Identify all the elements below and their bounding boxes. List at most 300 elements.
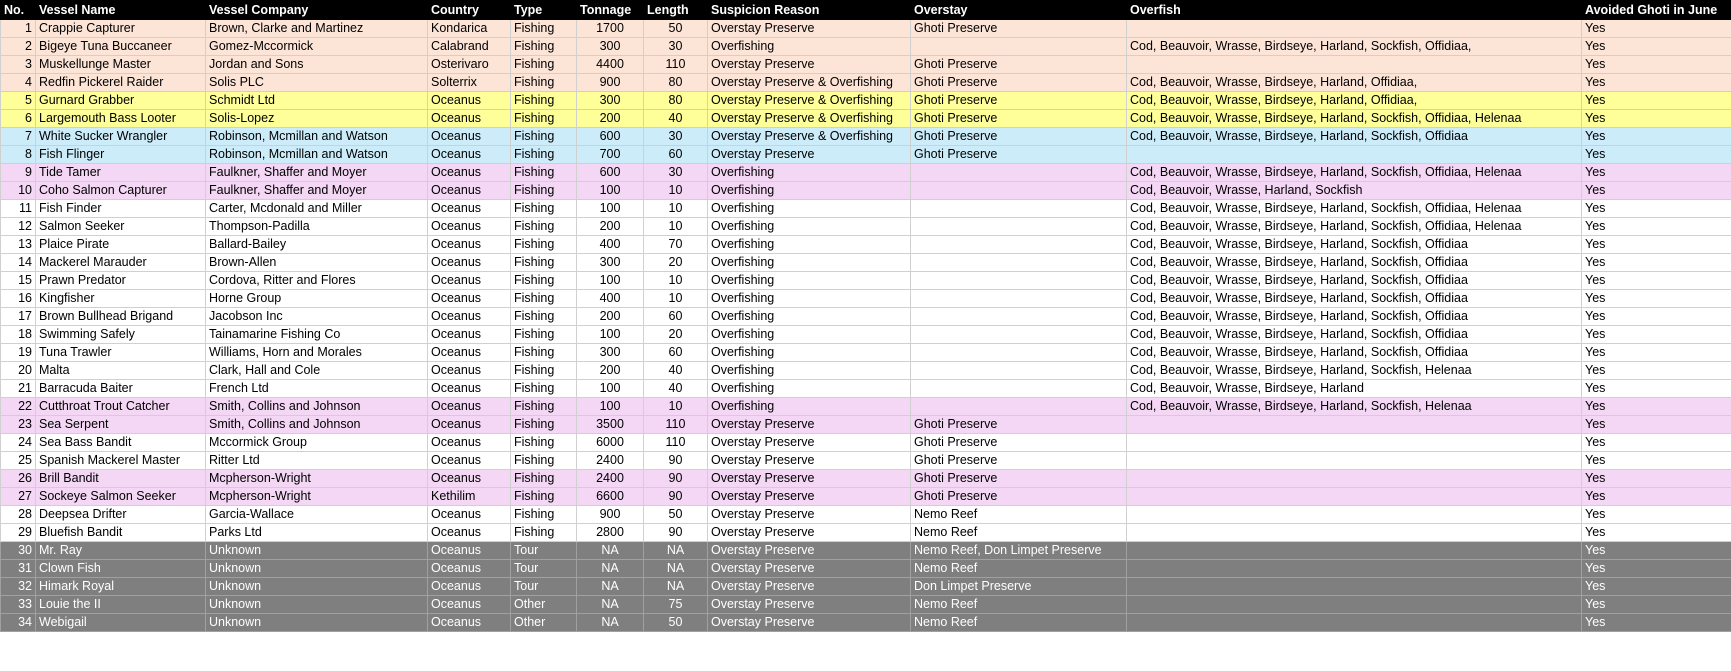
cell-avoided-ghoti[interactable]: Yes bbox=[1582, 308, 1731, 326]
cell-overstay[interactable] bbox=[911, 380, 1127, 398]
cell-vessel-type[interactable]: Fishing bbox=[511, 434, 577, 452]
cell-vessel-type[interactable]: Fishing bbox=[511, 182, 577, 200]
cell-overstay[interactable]: Ghoti Preserve bbox=[911, 488, 1127, 506]
cell-country[interactable]: Oceanus bbox=[428, 470, 511, 488]
cell-vessel-name[interactable]: Bluefish Bandit bbox=[36, 524, 206, 542]
cell-vessel-name[interactable]: Gurnard Grabber bbox=[36, 92, 206, 110]
cell-overfish[interactable] bbox=[1127, 542, 1582, 560]
cell-length[interactable]: 40 bbox=[644, 380, 708, 398]
cell-avoided-ghoti[interactable]: Yes bbox=[1582, 344, 1731, 362]
cell-suspicion-reason[interactable]: Overstay Preserve bbox=[708, 56, 911, 74]
cell-length[interactable]: 90 bbox=[644, 488, 708, 506]
cell-vessel-name[interactable]: Brill Bandit bbox=[36, 470, 206, 488]
cell-row-number[interactable]: 21 bbox=[1, 380, 36, 398]
cell-country[interactable]: Oceanus bbox=[428, 290, 511, 308]
cell-row-number[interactable]: 25 bbox=[1, 452, 36, 470]
cell-vessel-company[interactable]: Jordan and Sons bbox=[206, 56, 428, 74]
cell-length[interactable]: 30 bbox=[644, 128, 708, 146]
cell-tonnage[interactable]: 300 bbox=[577, 344, 644, 362]
cell-avoided-ghoti[interactable]: Yes bbox=[1582, 434, 1731, 452]
cell-avoided-ghoti[interactable]: Yes bbox=[1582, 164, 1731, 182]
cell-length[interactable]: 60 bbox=[644, 146, 708, 164]
cell-vessel-name[interactable]: Brown Bullhead Brigand bbox=[36, 308, 206, 326]
cell-vessel-company[interactable]: Garcia-Wallace bbox=[206, 506, 428, 524]
cell-tonnage[interactable]: 300 bbox=[577, 92, 644, 110]
cell-length[interactable]: 10 bbox=[644, 218, 708, 236]
cell-vessel-company[interactable]: Unknown bbox=[206, 578, 428, 596]
cell-tonnage[interactable]: 1700 bbox=[577, 20, 644, 38]
cell-length[interactable]: 80 bbox=[644, 92, 708, 110]
cell-overfish[interactable] bbox=[1127, 578, 1582, 596]
cell-vessel-company[interactable]: Robinson, Mcmillan and Watson bbox=[206, 146, 428, 164]
cell-row-number[interactable]: 1 bbox=[1, 20, 36, 38]
cell-tonnage[interactable]: 600 bbox=[577, 164, 644, 182]
cell-country[interactable]: Calabrand bbox=[428, 38, 511, 56]
cell-length[interactable]: 50 bbox=[644, 614, 708, 632]
cell-overstay[interactable]: Ghoti Preserve bbox=[911, 416, 1127, 434]
cell-tonnage[interactable]: 600 bbox=[577, 128, 644, 146]
cell-avoided-ghoti[interactable]: Yes bbox=[1582, 326, 1731, 344]
cell-vessel-company[interactable]: Smith, Collins and Johnson bbox=[206, 416, 428, 434]
cell-vessel-name[interactable]: Muskellunge Master bbox=[36, 56, 206, 74]
cell-overfish[interactable] bbox=[1127, 470, 1582, 488]
cell-length[interactable]: 50 bbox=[644, 20, 708, 38]
cell-country[interactable]: Solterrix bbox=[428, 74, 511, 92]
cell-overstay[interactable]: Ghoti Preserve bbox=[911, 92, 1127, 110]
cell-suspicion-reason[interactable]: Overfishing bbox=[708, 272, 911, 290]
cell-overstay[interactable]: Ghoti Preserve bbox=[911, 470, 1127, 488]
col-header-country[interactable]: Country bbox=[428, 1, 511, 20]
cell-vessel-company[interactable]: Solis PLC bbox=[206, 74, 428, 92]
cell-overstay[interactable]: Ghoti Preserve bbox=[911, 20, 1127, 38]
cell-length[interactable]: 110 bbox=[644, 434, 708, 452]
cell-row-number[interactable]: 3 bbox=[1, 56, 36, 74]
cell-overfish[interactable]: Cod, Beauvoir, Wrasse, Birdseye, Harland, Sockfish, Offidiaa bbox=[1127, 290, 1582, 308]
cell-vessel-company[interactable]: Mccormick Group bbox=[206, 434, 428, 452]
cell-vessel-company[interactable]: Tainamarine Fishing Co bbox=[206, 326, 428, 344]
cell-vessel-company[interactable]: Horne Group bbox=[206, 290, 428, 308]
cell-row-number[interactable]: 4 bbox=[1, 74, 36, 92]
cell-vessel-type[interactable]: Fishing bbox=[511, 506, 577, 524]
cell-row-number[interactable]: 13 bbox=[1, 236, 36, 254]
cell-row-number[interactable]: 5 bbox=[1, 92, 36, 110]
cell-avoided-ghoti[interactable]: Yes bbox=[1582, 92, 1731, 110]
cell-country[interactable]: Oceanus bbox=[428, 344, 511, 362]
cell-country[interactable]: Oceanus bbox=[428, 596, 511, 614]
cell-avoided-ghoti[interactable]: Yes bbox=[1582, 542, 1731, 560]
cell-country[interactable]: Kethilim bbox=[428, 488, 511, 506]
cell-row-number[interactable]: 30 bbox=[1, 542, 36, 560]
cell-vessel-type[interactable]: Fishing bbox=[511, 470, 577, 488]
cell-avoided-ghoti[interactable]: Yes bbox=[1582, 146, 1731, 164]
cell-country[interactable]: Oceanus bbox=[428, 362, 511, 380]
cell-suspicion-reason[interactable]: Overfishing bbox=[708, 218, 911, 236]
cell-length[interactable]: 70 bbox=[644, 236, 708, 254]
cell-vessel-name[interactable]: Sea Bass Bandit bbox=[36, 434, 206, 452]
cell-avoided-ghoti[interactable]: Yes bbox=[1582, 398, 1731, 416]
cell-suspicion-reason[interactable]: Overfishing bbox=[708, 254, 911, 272]
cell-country[interactable]: Oceanus bbox=[428, 110, 511, 128]
cell-avoided-ghoti[interactable]: Yes bbox=[1582, 56, 1731, 74]
cell-row-number[interactable]: 20 bbox=[1, 362, 36, 380]
cell-country[interactable]: Oceanus bbox=[428, 578, 511, 596]
cell-length[interactable]: 75 bbox=[644, 596, 708, 614]
cell-tonnage[interactable]: 400 bbox=[577, 290, 644, 308]
cell-vessel-company[interactable]: Solis-Lopez bbox=[206, 110, 428, 128]
cell-tonnage[interactable]: 100 bbox=[577, 398, 644, 416]
cell-vessel-type[interactable]: Fishing bbox=[511, 128, 577, 146]
cell-avoided-ghoti[interactable]: Yes bbox=[1582, 452, 1731, 470]
cell-overfish[interactable]: Cod, Beauvoir, Wrasse, Birdseye, Harland, Sockfish, Offidiaa, bbox=[1127, 38, 1582, 56]
cell-overfish[interactable]: Cod, Beauvoir, Wrasse, Birdseye, Harland, Sockfish, Offidiaa bbox=[1127, 326, 1582, 344]
cell-overfish[interactable]: Cod, Beauvoir, Wrasse, Birdseye, Harland, Sockfish, Offidiaa, Helenaa bbox=[1127, 218, 1582, 236]
col-header-type[interactable]: Type bbox=[511, 1, 577, 20]
cell-overfish[interactable] bbox=[1127, 506, 1582, 524]
col-header-avoided-ghoti[interactable]: Avoided Ghoti in June bbox=[1582, 1, 1731, 20]
cell-suspicion-reason[interactable]: Overstay Preserve bbox=[708, 542, 911, 560]
cell-overstay[interactable] bbox=[911, 326, 1127, 344]
cell-overstay[interactable] bbox=[911, 308, 1127, 326]
cell-suspicion-reason[interactable]: Overfishing bbox=[708, 38, 911, 56]
cell-tonnage[interactable]: NA bbox=[577, 614, 644, 632]
cell-overfish[interactable]: Cod, Beauvoir, Wrasse, Birdseye, Harland, Offidiaa, bbox=[1127, 92, 1582, 110]
cell-row-number[interactable]: 14 bbox=[1, 254, 36, 272]
cell-vessel-name[interactable]: Mackerel Marauder bbox=[36, 254, 206, 272]
cell-tonnage[interactable]: 2400 bbox=[577, 452, 644, 470]
cell-overstay[interactable]: Nemo Reef bbox=[911, 560, 1127, 578]
cell-vessel-name[interactable]: Sockeye Salmon Seeker bbox=[36, 488, 206, 506]
cell-row-number[interactable]: 32 bbox=[1, 578, 36, 596]
cell-vessel-type[interactable]: Fishing bbox=[511, 164, 577, 182]
cell-length[interactable]: 10 bbox=[644, 398, 708, 416]
cell-vessel-name[interactable]: Deepsea Drifter bbox=[36, 506, 206, 524]
cell-length[interactable]: 40 bbox=[644, 110, 708, 128]
cell-length[interactable]: 20 bbox=[644, 326, 708, 344]
cell-overfish[interactable] bbox=[1127, 488, 1582, 506]
cell-avoided-ghoti[interactable]: Yes bbox=[1582, 560, 1731, 578]
cell-avoided-ghoti[interactable]: Yes bbox=[1582, 506, 1731, 524]
col-header-overfish[interactable]: Overfish bbox=[1127, 1, 1582, 20]
cell-avoided-ghoti[interactable]: Yes bbox=[1582, 218, 1731, 236]
cell-vessel-type[interactable]: Fishing bbox=[511, 38, 577, 56]
cell-vessel-name[interactable]: Kingfisher bbox=[36, 290, 206, 308]
cell-row-number[interactable]: 27 bbox=[1, 488, 36, 506]
cell-vessel-name[interactable]: Himark Royal bbox=[36, 578, 206, 596]
cell-length[interactable]: 50 bbox=[644, 506, 708, 524]
cell-country[interactable]: Kondarica bbox=[428, 20, 511, 38]
cell-vessel-type[interactable]: Fishing bbox=[511, 290, 577, 308]
col-header-vessel-company[interactable]: Vessel Company bbox=[206, 1, 428, 20]
cell-tonnage[interactable]: 200 bbox=[577, 218, 644, 236]
cell-vessel-type[interactable]: Fishing bbox=[511, 254, 577, 272]
cell-overfish[interactable] bbox=[1127, 596, 1582, 614]
cell-country[interactable]: Oceanus bbox=[428, 146, 511, 164]
cell-vessel-type[interactable]: Fishing bbox=[511, 380, 577, 398]
cell-overstay[interactable]: Nemo Reef bbox=[911, 614, 1127, 632]
cell-overstay[interactable]: Ghoti Preserve bbox=[911, 452, 1127, 470]
cell-suspicion-reason[interactable]: Overstay Preserve bbox=[708, 434, 911, 452]
cell-vessel-company[interactable]: French Ltd bbox=[206, 380, 428, 398]
cell-country[interactable]: Oceanus bbox=[428, 326, 511, 344]
cell-length[interactable]: 30 bbox=[644, 164, 708, 182]
cell-vessel-company[interactable]: Jacobson Inc bbox=[206, 308, 428, 326]
cell-vessel-type[interactable]: Fishing bbox=[511, 200, 577, 218]
cell-vessel-type[interactable]: Fishing bbox=[511, 362, 577, 380]
cell-tonnage[interactable]: 4400 bbox=[577, 56, 644, 74]
cell-vessel-name[interactable]: Tide Tamer bbox=[36, 164, 206, 182]
cell-vessel-name[interactable]: Plaice Pirate bbox=[36, 236, 206, 254]
cell-country[interactable]: Oceanus bbox=[428, 452, 511, 470]
cell-vessel-type[interactable]: Fishing bbox=[511, 344, 577, 362]
cell-avoided-ghoti[interactable]: Yes bbox=[1582, 128, 1731, 146]
cell-suspicion-reason[interactable]: Overfishing bbox=[708, 164, 911, 182]
cell-avoided-ghoti[interactable]: Yes bbox=[1582, 524, 1731, 542]
cell-length[interactable]: 60 bbox=[644, 308, 708, 326]
col-header-tonnage[interactable]: Tonnage bbox=[577, 1, 644, 20]
cell-country[interactable]: Oceanus bbox=[428, 614, 511, 632]
cell-vessel-name[interactable]: Redfin Pickerel Raider bbox=[36, 74, 206, 92]
cell-avoided-ghoti[interactable]: Yes bbox=[1582, 200, 1731, 218]
cell-suspicion-reason[interactable]: Overstay Preserve bbox=[708, 560, 911, 578]
cell-avoided-ghoti[interactable]: Yes bbox=[1582, 38, 1731, 56]
cell-avoided-ghoti[interactable]: Yes bbox=[1582, 110, 1731, 128]
cell-vessel-name[interactable]: Clown Fish bbox=[36, 560, 206, 578]
col-header-suspicion-reason[interactable]: Suspicion Reason bbox=[708, 1, 911, 20]
cell-length[interactable]: 80 bbox=[644, 74, 708, 92]
cell-length[interactable]: NA bbox=[644, 542, 708, 560]
cell-vessel-type[interactable]: Fishing bbox=[511, 416, 577, 434]
cell-row-number[interactable]: 23 bbox=[1, 416, 36, 434]
cell-length[interactable]: 110 bbox=[644, 416, 708, 434]
cell-vessel-type[interactable]: Tour bbox=[511, 542, 577, 560]
cell-overstay[interactable] bbox=[911, 290, 1127, 308]
cell-country[interactable]: Osterivaro bbox=[428, 56, 511, 74]
cell-overstay[interactable]: Nemo Reef bbox=[911, 596, 1127, 614]
cell-vessel-name[interactable]: Crappie Capturer bbox=[36, 20, 206, 38]
cell-vessel-name[interactable]: Spanish Mackerel Master bbox=[36, 452, 206, 470]
cell-vessel-type[interactable]: Fishing bbox=[511, 74, 577, 92]
cell-vessel-company[interactable]: Mcpherson-Wright bbox=[206, 488, 428, 506]
cell-overstay[interactable]: Ghoti Preserve bbox=[911, 434, 1127, 452]
cell-tonnage[interactable]: 300 bbox=[577, 254, 644, 272]
cell-vessel-company[interactable]: Brown, Clarke and Martinez bbox=[206, 20, 428, 38]
cell-overfish[interactable]: Cod, Beauvoir, Wrasse, Harland, Sockfish bbox=[1127, 182, 1582, 200]
cell-vessel-name[interactable]: Louie the II bbox=[36, 596, 206, 614]
cell-tonnage[interactable]: 900 bbox=[577, 74, 644, 92]
cell-suspicion-reason[interactable]: Overstay Preserve bbox=[708, 524, 911, 542]
cell-suspicion-reason[interactable]: Overstay Preserve bbox=[708, 470, 911, 488]
cell-vessel-company[interactable]: Mcpherson-Wright bbox=[206, 470, 428, 488]
cell-vessel-type[interactable]: Fishing bbox=[511, 308, 577, 326]
cell-vessel-name[interactable]: Cutthroat Trout Catcher bbox=[36, 398, 206, 416]
cell-vessel-name[interactable]: Sea Serpent bbox=[36, 416, 206, 434]
cell-tonnage[interactable]: 100 bbox=[577, 380, 644, 398]
cell-length[interactable]: NA bbox=[644, 560, 708, 578]
cell-length[interactable]: 10 bbox=[644, 272, 708, 290]
cell-vessel-company[interactable]: Thompson-Padilla bbox=[206, 218, 428, 236]
cell-country[interactable]: Oceanus bbox=[428, 164, 511, 182]
cell-row-number[interactable]: 26 bbox=[1, 470, 36, 488]
cell-tonnage[interactable]: 100 bbox=[577, 272, 644, 290]
cell-vessel-type[interactable]: Fishing bbox=[511, 20, 577, 38]
cell-suspicion-reason[interactable]: Overfishing bbox=[708, 236, 911, 254]
cell-country[interactable]: Oceanus bbox=[428, 236, 511, 254]
cell-tonnage[interactable]: 6600 bbox=[577, 488, 644, 506]
cell-vessel-name[interactable]: Salmon Seeker bbox=[36, 218, 206, 236]
cell-country[interactable]: Oceanus bbox=[428, 272, 511, 290]
cell-vessel-name[interactable]: White Sucker Wrangler bbox=[36, 128, 206, 146]
cell-overfish[interactable]: Cod, Beauvoir, Wrasse, Birdseye, Harland bbox=[1127, 380, 1582, 398]
cell-row-number[interactable]: 15 bbox=[1, 272, 36, 290]
cell-overstay[interactable]: Nemo Reef, Don Limpet Preserve bbox=[911, 542, 1127, 560]
cell-avoided-ghoti[interactable]: Yes bbox=[1582, 470, 1731, 488]
cell-overfish[interactable]: Cod, Beauvoir, Wrasse, Birdseye, Harland, Sockfish, Offidiaa bbox=[1127, 236, 1582, 254]
cell-tonnage[interactable]: 900 bbox=[577, 506, 644, 524]
cell-suspicion-reason[interactable]: Overfishing bbox=[708, 308, 911, 326]
cell-country[interactable]: Oceanus bbox=[428, 560, 511, 578]
cell-vessel-company[interactable]: Ballard-Bailey bbox=[206, 236, 428, 254]
cell-length[interactable]: 10 bbox=[644, 200, 708, 218]
cell-length[interactable]: 40 bbox=[644, 362, 708, 380]
cell-vessel-company[interactable]: Unknown bbox=[206, 614, 428, 632]
cell-overstay[interactable] bbox=[911, 164, 1127, 182]
cell-row-number[interactable]: 16 bbox=[1, 290, 36, 308]
cell-suspicion-reason[interactable]: Overfishing bbox=[708, 362, 911, 380]
col-header-vessel-name[interactable]: Vessel Name bbox=[36, 1, 206, 20]
cell-length[interactable]: NA bbox=[644, 578, 708, 596]
cell-vessel-type[interactable]: Other bbox=[511, 596, 577, 614]
cell-overfish[interactable] bbox=[1127, 416, 1582, 434]
cell-vessel-type[interactable]: Fishing bbox=[511, 398, 577, 416]
cell-vessel-company[interactable]: Ritter Ltd bbox=[206, 452, 428, 470]
cell-avoided-ghoti[interactable]: Yes bbox=[1582, 236, 1731, 254]
cell-overfish[interactable]: Cod, Beauvoir, Wrasse, Birdseye, Harland, Sockfish, Offidiaa, Helenaa bbox=[1127, 200, 1582, 218]
cell-overfish[interactable]: Cod, Beauvoir, Wrasse, Birdseye, Harland, Sockfish, Helenaa bbox=[1127, 398, 1582, 416]
cell-overfish[interactable] bbox=[1127, 524, 1582, 542]
cell-country[interactable]: Oceanus bbox=[428, 254, 511, 272]
cell-avoided-ghoti[interactable]: Yes bbox=[1582, 488, 1731, 506]
cell-suspicion-reason[interactable]: Overfishing bbox=[708, 380, 911, 398]
cell-overfish[interactable]: Cod, Beauvoir, Wrasse, Birdseye, Harland, Sockfish, Offidiaa bbox=[1127, 308, 1582, 326]
cell-row-number[interactable]: 12 bbox=[1, 218, 36, 236]
cell-row-number[interactable]: 6 bbox=[1, 110, 36, 128]
cell-overstay[interactable]: Nemo Reef bbox=[911, 524, 1127, 542]
cell-suspicion-reason[interactable]: Overfishing bbox=[708, 344, 911, 362]
cell-overstay[interactable] bbox=[911, 200, 1127, 218]
cell-length[interactable]: 60 bbox=[644, 344, 708, 362]
cell-suspicion-reason[interactable]: Overfishing bbox=[708, 200, 911, 218]
cell-row-number[interactable]: 18 bbox=[1, 326, 36, 344]
cell-avoided-ghoti[interactable]: Yes bbox=[1582, 290, 1731, 308]
cell-row-number[interactable]: 34 bbox=[1, 614, 36, 632]
cell-row-number[interactable]: 28 bbox=[1, 506, 36, 524]
cell-vessel-company[interactable]: Unknown bbox=[206, 596, 428, 614]
cell-tonnage[interactable]: 2800 bbox=[577, 524, 644, 542]
cell-overfish[interactable]: Cod, Beauvoir, Wrasse, Birdseye, Harland, Sockfish, Offidiaa, Helenaa bbox=[1127, 164, 1582, 182]
cell-vessel-company[interactable]: Faulkner, Shaffer and Moyer bbox=[206, 164, 428, 182]
cell-vessel-company[interactable]: Smith, Collins and Johnson bbox=[206, 398, 428, 416]
cell-suspicion-reason[interactable]: Overstay Preserve & Overfishing bbox=[708, 92, 911, 110]
cell-vessel-company[interactable]: Clark, Hall and Cole bbox=[206, 362, 428, 380]
cell-tonnage[interactable]: 100 bbox=[577, 200, 644, 218]
cell-avoided-ghoti[interactable]: Yes bbox=[1582, 74, 1731, 92]
col-header-no[interactable]: No. bbox=[1, 1, 36, 20]
cell-row-number[interactable]: 17 bbox=[1, 308, 36, 326]
cell-overstay[interactable]: Ghoti Preserve bbox=[911, 146, 1127, 164]
cell-overstay[interactable] bbox=[911, 38, 1127, 56]
cell-vessel-company[interactable]: Williams, Horn and Morales bbox=[206, 344, 428, 362]
cell-overfish[interactable] bbox=[1127, 614, 1582, 632]
cell-vessel-type[interactable]: Fishing bbox=[511, 110, 577, 128]
cell-suspicion-reason[interactable]: Overstay Preserve bbox=[708, 20, 911, 38]
cell-suspicion-reason[interactable]: Overfishing bbox=[708, 182, 911, 200]
cell-suspicion-reason[interactable]: Overstay Preserve bbox=[708, 146, 911, 164]
cell-avoided-ghoti[interactable]: Yes bbox=[1582, 20, 1731, 38]
cell-length[interactable]: 10 bbox=[644, 290, 708, 308]
cell-suspicion-reason[interactable]: Overstay Preserve & Overfishing bbox=[708, 74, 911, 92]
cell-vessel-type[interactable]: Fishing bbox=[511, 488, 577, 506]
cell-country[interactable]: Oceanus bbox=[428, 434, 511, 452]
cell-tonnage[interactable]: NA bbox=[577, 560, 644, 578]
cell-vessel-type[interactable]: Tour bbox=[511, 560, 577, 578]
cell-vessel-company[interactable]: Robinson, Mcmillan and Watson bbox=[206, 128, 428, 146]
cell-vessel-name[interactable]: Tuna Trawler bbox=[36, 344, 206, 362]
cell-tonnage[interactable]: 6000 bbox=[577, 434, 644, 452]
cell-vessel-name[interactable]: Swimming Safely bbox=[36, 326, 206, 344]
cell-suspicion-reason[interactable]: Overfishing bbox=[708, 326, 911, 344]
cell-row-number[interactable]: 10 bbox=[1, 182, 36, 200]
cell-row-number[interactable]: 19 bbox=[1, 344, 36, 362]
cell-overstay[interactable]: Ghoti Preserve bbox=[911, 128, 1127, 146]
cell-avoided-ghoti[interactable]: Yes bbox=[1582, 416, 1731, 434]
col-header-length[interactable]: Length bbox=[644, 1, 708, 20]
cell-vessel-name[interactable]: Fish Finder bbox=[36, 200, 206, 218]
cell-avoided-ghoti[interactable]: Yes bbox=[1582, 380, 1731, 398]
cell-overfish[interactable]: Cod, Beauvoir, Wrasse, Birdseye, Harland, Offidiaa, bbox=[1127, 74, 1582, 92]
cell-length[interactable]: 20 bbox=[644, 254, 708, 272]
cell-tonnage[interactable]: 100 bbox=[577, 326, 644, 344]
cell-tonnage[interactable]: NA bbox=[577, 596, 644, 614]
cell-overstay[interactable] bbox=[911, 398, 1127, 416]
cell-country[interactable]: Oceanus bbox=[428, 200, 511, 218]
cell-vessel-type[interactable]: Tour bbox=[511, 578, 577, 596]
cell-row-number[interactable]: 8 bbox=[1, 146, 36, 164]
cell-avoided-ghoti[interactable]: Yes bbox=[1582, 272, 1731, 290]
cell-row-number[interactable]: 33 bbox=[1, 596, 36, 614]
cell-tonnage[interactable]: 200 bbox=[577, 110, 644, 128]
cell-country[interactable]: Oceanus bbox=[428, 218, 511, 236]
cell-country[interactable]: Oceanus bbox=[428, 398, 511, 416]
cell-overstay[interactable] bbox=[911, 236, 1127, 254]
cell-tonnage[interactable]: 700 bbox=[577, 146, 644, 164]
cell-country[interactable]: Oceanus bbox=[428, 416, 511, 434]
cell-overstay[interactable]: Nemo Reef bbox=[911, 506, 1127, 524]
cell-tonnage[interactable]: 3500 bbox=[577, 416, 644, 434]
col-header-overstay[interactable]: Overstay bbox=[911, 1, 1127, 20]
cell-overstay[interactable]: Ghoti Preserve bbox=[911, 110, 1127, 128]
cell-country[interactable]: Oceanus bbox=[428, 182, 511, 200]
cell-vessel-type[interactable]: Fishing bbox=[511, 218, 577, 236]
cell-country[interactable]: Oceanus bbox=[428, 506, 511, 524]
cell-overstay[interactable]: Ghoti Preserve bbox=[911, 74, 1127, 92]
cell-vessel-type[interactable]: Fishing bbox=[511, 236, 577, 254]
cell-overfish[interactable] bbox=[1127, 434, 1582, 452]
cell-tonnage[interactable]: 200 bbox=[577, 362, 644, 380]
cell-suspicion-reason[interactable]: Overstay Preserve bbox=[708, 488, 911, 506]
cell-vessel-name[interactable]: Prawn Predator bbox=[36, 272, 206, 290]
cell-suspicion-reason[interactable]: Overstay Preserve bbox=[708, 506, 911, 524]
cell-suspicion-reason[interactable]: Overstay Preserve bbox=[708, 578, 911, 596]
